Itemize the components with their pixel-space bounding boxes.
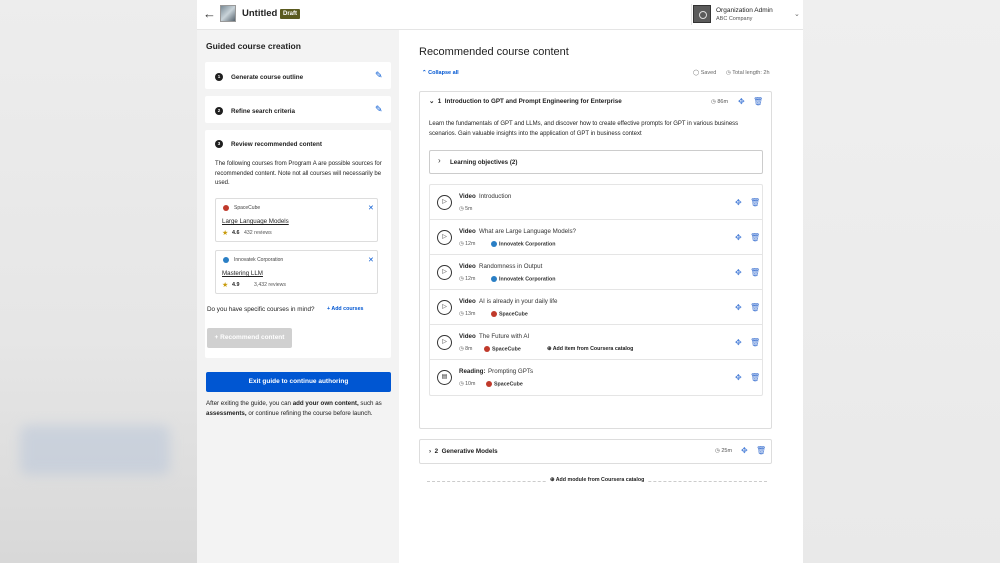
chevron-right-icon: › <box>438 156 441 165</box>
play-icon: ▷ <box>437 230 452 245</box>
add-item-button[interactable]: ⊕ Add item from Coursera catalog <box>547 346 634 352</box>
trash-icon[interactable]: 🗑 <box>750 338 761 347</box>
play-icon: ▷ <box>437 265 452 280</box>
drag-handle-icon[interactable]: ✥ <box>741 446 748 455</box>
list-item[interactable]: ▷ Video Randomness in Output ◷ 12m Innovatek Corporation ✥ 🗑 <box>430 255 762 290</box>
clock-icon: ◷ 5m <box>459 206 473 212</box>
trash-icon[interactable]: 🗑 <box>750 268 761 277</box>
drag-handle-icon[interactable]: ✥ <box>735 268 742 277</box>
trash-icon[interactable]: 🗑 <box>756 446 767 455</box>
org-company: ABC Company <box>716 16 753 22</box>
exit-guide-button[interactable]: Exit guide to continue authoring <box>206 372 391 392</box>
star-icon: ★ <box>222 230 229 237</box>
trash-icon[interactable]: 🗑 <box>750 303 761 312</box>
module-2 <box>419 439 772 464</box>
step-label: Generate course outline <box>231 74 304 81</box>
clock-icon: ◷ 12m <box>459 241 476 247</box>
trash-icon[interactable]: 🗑 <box>753 97 764 106</box>
edit-icon[interactable]: ✎ <box>375 104 383 114</box>
course-thumbnail <box>220 5 236 22</box>
module-duration: ◷ 86m <box>711 99 729 105</box>
module-header[interactable]: ⌄ 1 Introduction to GPT and Prompt Engineering for Enterprise <box>429 98 622 105</box>
recommend-content-button[interactable]: + Recommend content <box>207 328 292 348</box>
step-3 <box>205 130 391 358</box>
back-arrow-icon[interactable]: ← <box>203 6 216 21</box>
guide-title: Guided course creation <box>206 41 301 51</box>
trash-icon[interactable]: 🗑 <box>750 233 761 242</box>
close-icon[interactable]: ✕ <box>368 205 374 212</box>
provider-name: SpaceCube <box>234 205 261 211</box>
course-title[interactable]: Untitled <box>242 8 278 19</box>
step-number: 1 <box>215 73 223 81</box>
step-2[interactable] <box>205 96 391 123</box>
guide-panel <box>197 30 399 563</box>
course-link[interactable]: Mastering LLM <box>222 270 263 277</box>
drag-handle-icon[interactable]: ✥ <box>735 338 742 347</box>
course-card <box>215 250 378 294</box>
module-header[interactable]: › 2 Generative Models <box>429 448 498 455</box>
course-rating: 4.6 <box>232 230 240 236</box>
add-courses-button[interactable]: + Add courses <box>327 306 364 312</box>
spacecube-logo-icon <box>223 205 230 212</box>
course-reviews: 432 reviews <box>244 230 272 236</box>
reading-icon: ▤ <box>437 370 452 385</box>
step-number: 3 <box>215 140 223 148</box>
course-card <box>215 198 378 242</box>
play-icon: ▷ <box>437 195 452 210</box>
clock-icon: ◷ 10m <box>459 381 476 387</box>
play-icon: ▷ <box>437 300 452 315</box>
close-icon[interactable]: ✕ <box>368 257 374 264</box>
list-item[interactable]: ▷ Video AI is already in your daily life ◷ 13m SpaceCube ✥ 🗑 <box>430 290 762 325</box>
draft-badge: Draft <box>280 9 300 19</box>
clock-icon: ◷ 8m <box>459 346 473 352</box>
add-module-button[interactable]: ⊕ Add module from Coursera catalog <box>547 477 647 483</box>
module-duration: ◷ 25m <box>715 448 733 454</box>
provider-name: Innovatek Corporation <box>234 257 284 263</box>
trash-icon[interactable]: 🗑 <box>750 198 761 207</box>
left-backdrop <box>0 0 197 563</box>
content-panel <box>399 30 803 563</box>
clock-icon: ◷ 13m <box>459 311 476 317</box>
module-1 <box>419 91 772 429</box>
step-1[interactable] <box>205 62 391 89</box>
total-length: ◷ Total length: 2h <box>726 70 770 76</box>
org-switcher[interactable] <box>691 4 803 25</box>
learning-objectives-toggle[interactable]: › Learning objectives (2) <box>429 150 763 174</box>
drag-handle-icon[interactable]: ✥ <box>738 97 745 106</box>
right-backdrop <box>803 0 1000 563</box>
recommend-label: Recommend content <box>220 334 285 341</box>
list-item[interactable]: ▷ Video Introduction ◷ 5m ✥ 🗑 <box>430 185 762 220</box>
drag-handle-icon[interactable]: ✥ <box>735 198 742 207</box>
clock-icon: ◷ 12m <box>459 276 476 282</box>
innovatek-logo-icon <box>223 257 230 264</box>
drag-handle-icon[interactable]: ✥ <box>735 233 742 242</box>
step-description: The following courses from Program A are possible sources for recommended content. Note not all courses will necessarily be used. <box>215 161 382 186</box>
collapse-all-button[interactable]: ⌃ Collapse all <box>422 70 459 76</box>
module-description: Learn the fundamentals of GPT and LLMs, and discover how to create effective prompts for GPT in various business scenarios. Gain valuable insights into the application of GPT in business context <box>429 121 739 137</box>
edit-icon[interactable]: ✎ <box>375 70 383 80</box>
drag-handle-icon[interactable]: ✥ <box>735 303 742 312</box>
page-title: Recommended course content <box>419 46 569 58</box>
list-item[interactable]: ▷ Video The Future with AI ◷ 8m SpaceCube ✥ 🗑 <box>430 325 762 360</box>
top-bar <box>197 0 803 30</box>
course-link[interactable]: Large Language Models <box>222 218 289 225</box>
play-icon: ▷ <box>437 335 452 350</box>
add-courses-label: Add courses <box>331 306 364 312</box>
list-item[interactable]: ▤ Reading: Prompting GPTs ◷ 10m SpaceCube ✥ 🗑 <box>430 360 762 395</box>
org-name: Organization Admin <box>716 7 773 14</box>
star-icon: ★ <box>222 282 229 289</box>
drag-handle-icon[interactable]: ✥ <box>735 373 742 382</box>
org-logo <box>693 5 711 23</box>
step-label: Review recommended content <box>231 141 322 148</box>
list-item[interactable]: ▷ Video What are Large Language Models? ◷ 12m Innovatek Corporation ✥ 🗑 <box>430 220 762 255</box>
chevron-down-icon[interactable]: ⌄ <box>794 11 800 18</box>
saved-status: ◯ Saved <box>693 70 717 76</box>
module-items <box>429 184 763 396</box>
trash-icon[interactable]: 🗑 <box>750 373 761 382</box>
after-note: After exiting the guide, you can add your own content, such as assessments, or continue refining the course before launch. <box>206 400 382 417</box>
step-number: 2 <box>215 107 223 115</box>
courses-question: Do you have specific courses in mind? <box>207 306 315 313</box>
course-reviews: 3,432 reviews <box>254 282 287 288</box>
course-rating: 4.9 <box>232 282 240 288</box>
step-label: Refine search criteria <box>231 108 296 115</box>
